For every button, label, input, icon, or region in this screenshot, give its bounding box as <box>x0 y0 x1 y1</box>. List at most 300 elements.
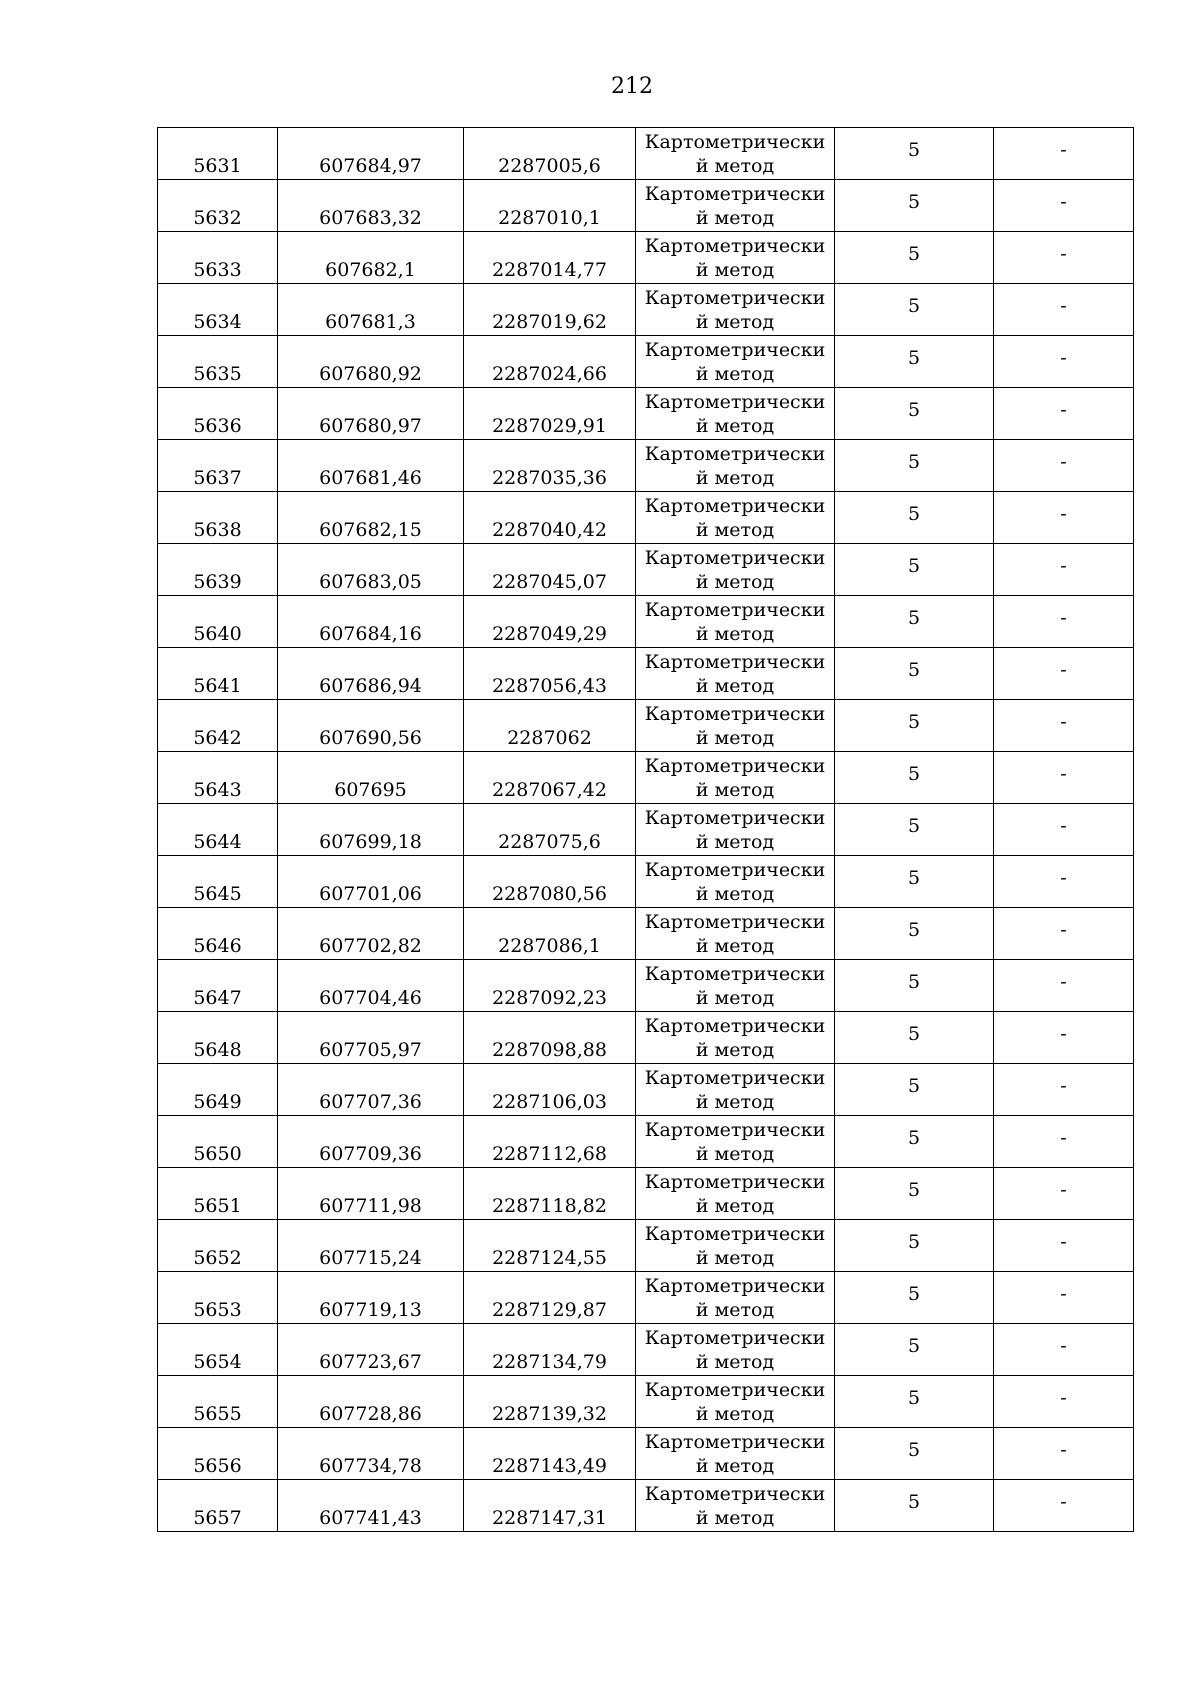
table-row <box>158 180 1134 232</box>
point-number-cell-text: 5652 <box>193 1247 242 1269</box>
method-cell <box>636 1376 835 1428</box>
y-coordinate-cell-text: 2287092,23 <box>492 987 607 1009</box>
point-number-cell <box>158 908 278 960</box>
extra-cell <box>994 700 1134 752</box>
y-coordinate-cell <box>464 232 636 284</box>
method-cell-line-2: й метод <box>695 934 775 957</box>
y-coordinate-cell-text: 2287024,66 <box>492 363 607 385</box>
extra-cell-text: - <box>1060 502 1067 525</box>
method-cell-line-2: й метод <box>695 362 775 385</box>
accuracy-cell <box>835 960 994 1012</box>
point-number-cell-text: 5641 <box>193 675 242 697</box>
y-coordinate-cell <box>464 596 636 648</box>
extra-cell <box>994 1272 1134 1324</box>
table-row <box>158 804 1134 856</box>
extra-cell <box>994 596 1134 648</box>
extra-cell <box>994 440 1134 492</box>
y-coordinate-cell-text: 2287062 <box>507 727 592 749</box>
point-number-cell <box>158 648 278 700</box>
table-row <box>158 1220 1134 1272</box>
point-number-cell <box>158 232 278 284</box>
y-coordinate-cell-text: 2287129,87 <box>492 1299 607 1321</box>
table-row <box>158 1376 1134 1428</box>
accuracy-cell-text: 5 <box>907 970 921 993</box>
method-cell-line-2: й метод <box>695 466 775 489</box>
point-number-cell <box>158 180 278 232</box>
x-coordinate-cell-text: 607680,97 <box>319 415 422 437</box>
x-coordinate-cell <box>278 544 464 596</box>
point-number-cell-text: 5654 <box>193 1351 242 1373</box>
extra-cell-text: - <box>1060 1022 1067 1045</box>
x-coordinate-cell-text: 607680,92 <box>319 363 422 385</box>
table-row <box>158 1324 1134 1376</box>
y-coordinate-cell-text: 2287086,1 <box>498 935 601 957</box>
accuracy-cell <box>835 336 994 388</box>
table-row <box>158 752 1134 804</box>
method-cell <box>636 1480 835 1532</box>
accuracy-cell-text: 5 <box>907 1074 921 1097</box>
point-number-cell-text: 5657 <box>193 1507 242 1529</box>
table-row <box>158 544 1134 596</box>
y-coordinate-cell <box>464 492 636 544</box>
method-cell <box>636 1324 835 1376</box>
x-coordinate-cell <box>278 492 464 544</box>
x-coordinate-cell <box>278 960 464 1012</box>
method-cell-line-1: Картометрически <box>644 338 826 361</box>
point-number-cell <box>158 856 278 908</box>
method-cell <box>636 440 835 492</box>
method-cell <box>636 648 835 700</box>
x-coordinate-cell <box>278 1012 464 1064</box>
x-coordinate-cell-text: 607728,86 <box>319 1403 422 1425</box>
y-coordinate-cell-text: 2287098,88 <box>492 1039 607 1061</box>
extra-cell <box>994 284 1134 336</box>
point-number-cell <box>158 492 278 544</box>
method-cell <box>636 1064 835 1116</box>
x-coordinate-cell-text: 607702,82 <box>319 935 422 957</box>
x-coordinate-cell <box>278 1064 464 1116</box>
point-number-cell-text: 5633 <box>193 259 242 281</box>
x-coordinate-cell-text: 607683,32 <box>319 207 422 229</box>
method-cell-line-1: Картометрически <box>644 1170 826 1193</box>
accuracy-cell-text: 5 <box>907 1490 921 1513</box>
point-number-cell <box>158 596 278 648</box>
method-cell <box>636 336 835 388</box>
extra-cell <box>994 752 1134 804</box>
x-coordinate-cell-text: 607715,24 <box>319 1247 422 1269</box>
y-coordinate-cell <box>464 284 636 336</box>
accuracy-cell-text: 5 <box>907 1334 921 1357</box>
accuracy-cell-text: 5 <box>907 138 921 161</box>
accuracy-cell <box>835 1480 994 1532</box>
y-coordinate-cell-text: 2287040,42 <box>492 519 607 541</box>
point-number-cell-text: 5647 <box>193 987 242 1009</box>
y-coordinate-cell-text: 2287106,03 <box>492 1091 607 1113</box>
extra-cell-text: - <box>1060 1334 1067 1357</box>
method-cell <box>636 1220 835 1272</box>
x-coordinate-cell <box>278 284 464 336</box>
x-coordinate-cell <box>278 856 464 908</box>
accuracy-cell-text: 5 <box>907 918 921 941</box>
accuracy-cell-text: 5 <box>907 1438 921 1461</box>
point-number-cell <box>158 1428 278 1480</box>
extra-cell <box>994 908 1134 960</box>
method-cell-line-1: Картометрически <box>644 1430 826 1453</box>
y-coordinate-cell <box>464 1012 636 1064</box>
accuracy-cell <box>835 128 994 180</box>
table-row <box>158 336 1134 388</box>
method-cell-line-1: Картометрически <box>644 1066 826 1089</box>
table-row <box>158 1428 1134 1480</box>
extra-cell-text: - <box>1060 190 1067 213</box>
x-coordinate-cell-text: 607681,3 <box>325 311 416 333</box>
y-coordinate-cell-text: 2287014,77 <box>492 259 607 281</box>
y-coordinate-cell-text: 2287005,6 <box>498 155 601 177</box>
extra-cell <box>994 128 1134 180</box>
y-coordinate-cell-text: 2287112,68 <box>492 1143 607 1165</box>
y-coordinate-cell-text: 2287143,49 <box>492 1455 607 1477</box>
extra-cell-text: - <box>1060 658 1067 681</box>
y-coordinate-cell <box>464 1220 636 1272</box>
point-number-cell-text: 5631 <box>193 155 242 177</box>
point-number-cell-text: 5651 <box>193 1195 242 1217</box>
x-coordinate-cell-text: 607684,16 <box>319 623 422 645</box>
point-number-cell-text: 5653 <box>193 1299 242 1321</box>
method-cell-line-1: Картометрически <box>644 1326 826 1349</box>
accuracy-cell <box>835 752 994 804</box>
extra-cell-text: - <box>1060 1282 1067 1305</box>
y-coordinate-cell-text: 2287049,29 <box>492 623 607 645</box>
extra-cell <box>994 388 1134 440</box>
extra-cell <box>994 1376 1134 1428</box>
extra-cell <box>994 804 1134 856</box>
extra-cell-text: - <box>1060 762 1067 785</box>
extra-cell-text: - <box>1060 1490 1067 1513</box>
x-coordinate-cell <box>278 596 464 648</box>
table-row <box>158 1116 1134 1168</box>
method-cell <box>636 1012 835 1064</box>
x-coordinate-cell <box>278 440 464 492</box>
page-number: 212 <box>611 74 653 99</box>
method-cell-line-1: Картометрически <box>644 442 826 465</box>
method-cell-line-2: й метод <box>695 882 775 905</box>
method-cell-line-2: й метод <box>695 570 775 593</box>
y-coordinate-cell-text: 2287045,07 <box>492 571 607 593</box>
accuracy-cell <box>835 1428 994 1480</box>
method-cell <box>636 908 835 960</box>
method-cell-line-1: Картометрически <box>644 390 826 413</box>
x-coordinate-cell <box>278 1324 464 1376</box>
point-number-cell-text: 5637 <box>193 467 242 489</box>
table-row <box>158 388 1134 440</box>
extra-cell <box>994 1480 1134 1532</box>
point-number-cell-text: 5639 <box>193 571 242 593</box>
accuracy-cell <box>835 804 994 856</box>
extra-cell <box>994 180 1134 232</box>
point-number-cell-text: 5648 <box>193 1039 242 1061</box>
point-number-cell <box>158 1480 278 1532</box>
x-coordinate-cell <box>278 1220 464 1272</box>
method-cell-line-2: й метод <box>695 206 775 229</box>
method-cell-line-1: Картометрически <box>644 754 826 777</box>
table-row <box>158 856 1134 908</box>
method-cell-line-2: й метод <box>695 986 775 1009</box>
x-coordinate-cell <box>278 700 464 752</box>
table-row <box>158 1480 1134 1532</box>
point-number-cell <box>158 1324 278 1376</box>
table-row <box>158 596 1134 648</box>
method-cell-line-2: й метод <box>695 1246 775 1269</box>
x-coordinate-cell <box>278 1116 464 1168</box>
accuracy-cell <box>835 1324 994 1376</box>
accuracy-cell <box>835 596 994 648</box>
method-cell <box>636 1272 835 1324</box>
y-coordinate-cell <box>464 648 636 700</box>
x-coordinate-cell-text: 607681,46 <box>319 467 422 489</box>
coordinates-table <box>157 127 1134 1532</box>
y-coordinate-cell <box>464 804 636 856</box>
x-coordinate-cell <box>278 232 464 284</box>
extra-cell <box>994 492 1134 544</box>
point-number-cell-text: 5656 <box>193 1455 242 1477</box>
accuracy-cell <box>835 440 994 492</box>
method-cell-line-2: й метод <box>695 1454 775 1477</box>
extra-cell <box>994 1116 1134 1168</box>
method-cell-line-2: й метод <box>695 1350 775 1373</box>
point-number-cell-text: 5644 <box>193 831 242 853</box>
extra-cell-text: - <box>1060 606 1067 629</box>
y-coordinate-cell <box>464 1324 636 1376</box>
x-coordinate-cell-text: 607707,36 <box>319 1091 422 1113</box>
method-cell-line-1: Картометрически <box>644 1222 826 1245</box>
point-number-cell <box>158 1116 278 1168</box>
y-coordinate-cell-text: 2287139,32 <box>492 1403 607 1425</box>
method-cell <box>636 1116 835 1168</box>
extra-cell-text: - <box>1060 450 1067 473</box>
extra-cell-text: - <box>1060 242 1067 265</box>
method-cell <box>636 492 835 544</box>
accuracy-cell <box>835 180 994 232</box>
accuracy-cell <box>835 700 994 752</box>
point-number-cell <box>158 388 278 440</box>
accuracy-cell <box>835 544 994 596</box>
method-cell-line-1: Картометрически <box>644 1118 826 1141</box>
y-coordinate-cell-text: 2287134,79 <box>492 1351 607 1373</box>
accuracy-cell-text: 5 <box>907 1178 921 1201</box>
extra-cell-text: - <box>1060 1074 1067 1097</box>
method-cell-line-2: й метод <box>695 1038 775 1061</box>
y-coordinate-cell <box>464 440 636 492</box>
point-number-cell-text: 5640 <box>193 623 242 645</box>
x-coordinate-cell <box>278 1428 464 1480</box>
method-cell <box>636 1168 835 1220</box>
x-coordinate-cell-text: 607711,98 <box>319 1195 422 1217</box>
method-cell-line-2: й метод <box>695 1090 775 1113</box>
x-coordinate-cell-text: 607690,56 <box>319 727 422 749</box>
y-coordinate-cell <box>464 1064 636 1116</box>
point-number-cell <box>158 1012 278 1064</box>
method-cell-line-1: Картометрически <box>644 286 826 309</box>
accuracy-cell-text: 5 <box>907 502 921 525</box>
y-coordinate-cell-text: 2287067,42 <box>492 779 607 801</box>
point-number-cell <box>158 284 278 336</box>
method-cell <box>636 700 835 752</box>
method-cell <box>636 388 835 440</box>
point-number-cell-text: 5636 <box>193 415 242 437</box>
method-cell-line-1: Картометрически <box>644 130 826 153</box>
x-coordinate-cell-text: 607699,18 <box>319 831 422 853</box>
table-row <box>158 440 1134 492</box>
method-cell-line-2: й метод <box>695 258 775 281</box>
extra-cell <box>994 336 1134 388</box>
x-coordinate-cell-text: 607719,13 <box>319 1299 422 1321</box>
accuracy-cell <box>835 1376 994 1428</box>
table-row <box>158 128 1134 180</box>
x-coordinate-cell <box>278 128 464 180</box>
point-number-cell-text: 5655 <box>193 1403 242 1425</box>
extra-cell-text: - <box>1060 918 1067 941</box>
accuracy-cell-text: 5 <box>907 1386 921 1409</box>
accuracy-cell <box>835 1064 994 1116</box>
x-coordinate-cell <box>278 1168 464 1220</box>
point-number-cell <box>158 960 278 1012</box>
y-coordinate-cell <box>464 700 636 752</box>
point-number-cell-text: 5634 <box>193 311 242 333</box>
point-number-cell <box>158 1220 278 1272</box>
extra-cell-text: - <box>1060 398 1067 421</box>
extra-cell-text: - <box>1060 138 1067 161</box>
y-coordinate-cell <box>464 1168 636 1220</box>
accuracy-cell-text: 5 <box>907 398 921 421</box>
y-coordinate-cell-text: 2287075,6 <box>498 831 601 853</box>
x-coordinate-cell <box>278 336 464 388</box>
y-coordinate-cell <box>464 544 636 596</box>
extra-cell <box>994 856 1134 908</box>
y-coordinate-cell-text: 2287056,43 <box>492 675 607 697</box>
accuracy-cell-text: 5 <box>907 346 921 369</box>
y-coordinate-cell <box>464 1272 636 1324</box>
method-cell-line-2: й метод <box>695 1298 775 1321</box>
point-number-cell <box>158 440 278 492</box>
point-number-cell <box>158 1064 278 1116</box>
extra-cell <box>994 1428 1134 1480</box>
method-cell-line-2: й метод <box>695 310 775 333</box>
accuracy-cell-text: 5 <box>907 658 921 681</box>
method-cell-line-2: й метод <box>695 1142 775 1165</box>
y-coordinate-cell <box>464 336 636 388</box>
extra-cell <box>994 960 1134 1012</box>
accuracy-cell <box>835 284 994 336</box>
point-number-cell-text: 5649 <box>193 1091 242 1113</box>
accuracy-cell-text: 5 <box>907 294 921 317</box>
coordinates-table-body <box>158 128 1134 1532</box>
method-cell-line-1: Картометрически <box>644 650 826 673</box>
y-coordinate-cell-text: 2287080,56 <box>492 883 607 905</box>
method-cell-line-2: й метод <box>695 622 775 645</box>
method-cell-line-1: Картометрически <box>644 1482 826 1505</box>
point-number-cell <box>158 700 278 752</box>
method-cell-line-1: Картометрически <box>644 910 826 933</box>
y-coordinate-cell <box>464 908 636 960</box>
point-number-cell-text: 5650 <box>193 1143 242 1165</box>
extra-cell <box>994 648 1134 700</box>
extra-cell <box>994 544 1134 596</box>
method-cell-line-2: й метод <box>695 518 775 541</box>
accuracy-cell <box>835 648 994 700</box>
method-cell <box>636 752 835 804</box>
table-row <box>158 1012 1134 1064</box>
x-coordinate-cell-text: 607695 <box>334 779 407 801</box>
x-coordinate-cell-text: 607682,15 <box>319 519 422 541</box>
y-coordinate-cell <box>464 1376 636 1428</box>
accuracy-cell-text: 5 <box>907 814 921 837</box>
y-coordinate-cell <box>464 180 636 232</box>
extra-cell <box>994 1168 1134 1220</box>
point-number-cell <box>158 804 278 856</box>
point-number-cell-text: 5642 <box>193 727 242 749</box>
accuracy-cell-text: 5 <box>907 554 921 577</box>
point-number-cell <box>158 752 278 804</box>
extra-cell-text: - <box>1060 970 1067 993</box>
extra-cell-text: - <box>1060 1386 1067 1409</box>
y-coordinate-cell <box>464 856 636 908</box>
point-number-cell-text: 5643 <box>193 779 242 801</box>
method-cell-line-1: Картометрически <box>644 962 826 985</box>
method-cell-line-2: й метод <box>695 1402 775 1425</box>
accuracy-cell <box>835 1116 994 1168</box>
method-cell-line-1: Картометрически <box>644 1378 826 1401</box>
x-coordinate-cell-text: 607701,06 <box>319 883 422 905</box>
x-coordinate-cell-text: 607683,05 <box>319 571 422 593</box>
extra-cell <box>994 1012 1134 1064</box>
accuracy-cell <box>835 1220 994 1272</box>
method-cell-line-1: Картометрически <box>644 702 826 725</box>
x-coordinate-cell <box>278 908 464 960</box>
extra-cell-text: - <box>1060 814 1067 837</box>
method-cell <box>636 544 835 596</box>
accuracy-cell-text: 5 <box>907 606 921 629</box>
accuracy-cell-text: 5 <box>907 1022 921 1045</box>
x-coordinate-cell-text: 607705,97 <box>319 1039 422 1061</box>
method-cell-line-1: Картометрически <box>644 598 826 621</box>
x-coordinate-cell <box>278 388 464 440</box>
method-cell-line-1: Картометрически <box>644 494 826 517</box>
table-row <box>158 648 1134 700</box>
y-coordinate-cell <box>464 1428 636 1480</box>
x-coordinate-cell-text: 607686,94 <box>319 675 422 697</box>
point-number-cell <box>158 1168 278 1220</box>
extra-cell-text: - <box>1060 1178 1067 1201</box>
point-number-cell-text: 5646 <box>193 935 242 957</box>
method-cell-line-1: Картометрически <box>644 546 826 569</box>
point-number-cell-text: 5632 <box>193 207 242 229</box>
y-coordinate-cell <box>464 128 636 180</box>
x-coordinate-cell-text: 607723,67 <box>319 1351 422 1373</box>
table-row <box>158 284 1134 336</box>
y-coordinate-cell-text: 2287124,55 <box>492 1247 607 1269</box>
accuracy-cell-text: 5 <box>907 450 921 473</box>
table-row <box>158 908 1134 960</box>
point-number-cell <box>158 1272 278 1324</box>
x-coordinate-cell-text: 607684,97 <box>319 155 422 177</box>
accuracy-cell <box>835 388 994 440</box>
point-number-cell <box>158 336 278 388</box>
y-coordinate-cell-text: 2287019,62 <box>492 311 607 333</box>
method-cell <box>636 804 835 856</box>
method-cell <box>636 180 835 232</box>
x-coordinate-cell-text: 607682,1 <box>325 259 416 281</box>
point-number-cell-text: 5638 <box>193 519 242 541</box>
